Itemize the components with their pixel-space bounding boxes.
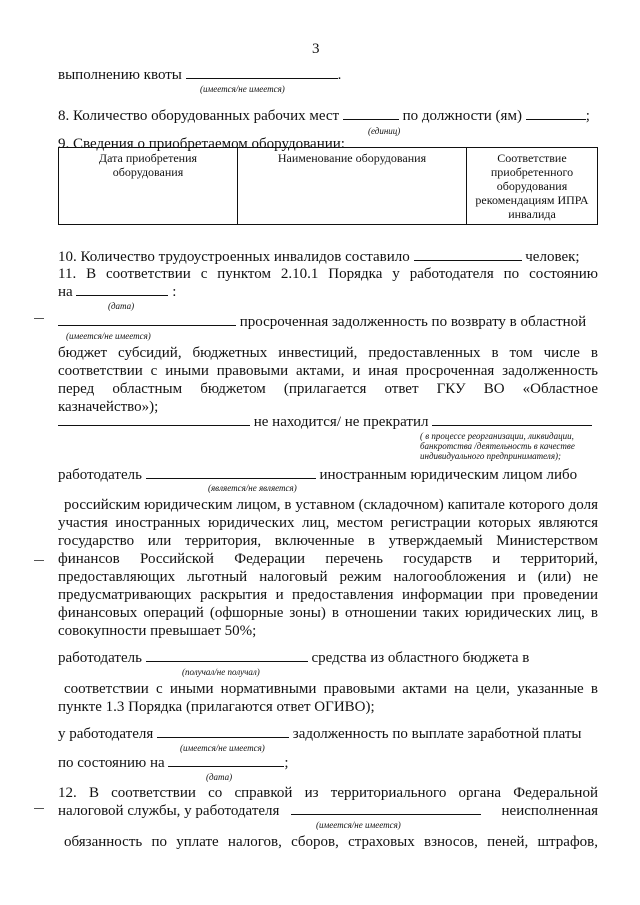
quota-blank[interactable]: [186, 66, 338, 79]
wage-text: задолженность по выплате заработной платы: [292, 726, 582, 742]
item8-mid: по должности (ям): [402, 108, 522, 124]
foreign-blank[interactable]: [146, 466, 316, 479]
quota-caption: (имеется/не имеется): [200, 84, 285, 94]
status-line: [58, 413, 592, 431]
para1-line2: соответствии с иными правовыми актами, и иная просроченная задолженность: [58, 363, 598, 379]
item11-na: на: [58, 284, 73, 300]
item10-label: 10. Количество трудоустроенных инвалидов составило: [58, 249, 410, 265]
para2-line8: совокупности превышает 50%;: [58, 623, 257, 639]
para1-line3: перед областным бюджетом (прилагается ответ ГКУ ВО «Областное: [58, 381, 598, 397]
item12-left: налоговой службы, у работодателя: [58, 803, 280, 819]
table-header-row: [59, 148, 598, 225]
header-compliance: Соответствие приобретенного оборудования рекомендациям ИПРА инвалида: [467, 148, 598, 225]
item8-label: 8. Количество оборудованных рабочих мест: [58, 108, 340, 124]
item12-line1: 12. В соответствии со справкой из территориального органа Федеральной: [58, 785, 598, 801]
foreign-text: иностранным юридическим лицом либо: [319, 467, 578, 483]
item10-line: [58, 248, 580, 266]
page-number: 3: [312, 41, 320, 57]
quota-line: [58, 66, 341, 84]
funds-text: средства из областного бюджета в: [311, 650, 530, 666]
status-blank-right[interactable]: [432, 413, 592, 426]
item12-line2: [58, 802, 598, 820]
item11-line1: 11. В соответствии с пунктом 2.10.1 Порядка у работодателя по состоянию: [58, 266, 598, 282]
state-text: по состоянию на: [58, 755, 165, 771]
state-caption: (дата): [206, 772, 233, 782]
para1-line1: бюджет субсидий, бюджетных инвестиций, предоставленных в том числе в: [58, 345, 598, 361]
margin-mark: [34, 318, 44, 319]
item11-date-line: [58, 283, 176, 301]
item8-line: [58, 107, 590, 125]
para1-line4: казначейство»);: [58, 399, 159, 415]
funds-blank[interactable]: [146, 649, 308, 662]
funds-caption: (получал/не получал): [182, 667, 260, 677]
item11-date-blank[interactable]: [76, 283, 168, 296]
debt-caption: (имеется/не имеется): [66, 331, 151, 341]
para2-line5: предоставляющих льготный налоговый режим налогообложения и (или) не: [58, 569, 598, 585]
foreign-employer: работодатель: [58, 467, 142, 483]
para2-line6: предусматривающих раскрытия и предоставления информации при проведении: [58, 587, 598, 603]
item11-colon: :: [172, 284, 177, 300]
item12-caption: (имеется/не имеется): [316, 820, 401, 830]
state-end: ;: [284, 755, 289, 771]
status-text: не находится/ не прекратил: [253, 414, 429, 430]
status-caption-1: ( в процессе реорганизации, ликвидации,: [420, 431, 574, 441]
quota-label: выполнению квоты: [58, 67, 182, 83]
wage-prefix: у работодателя: [58, 726, 154, 742]
quota-end: .: [337, 67, 342, 83]
item10-end: человек;: [525, 249, 580, 265]
state-blank[interactable]: [168, 754, 284, 767]
item12-line3: обязанность по уплате налогов, сборов, страховых взносов, пеней, штрафов,: [64, 834, 598, 850]
debt-blank[interactable]: [58, 313, 236, 326]
foreign-line: [58, 466, 577, 484]
debt-line: [58, 313, 586, 331]
wage-line: [58, 725, 581, 743]
header-date: Дата приобретения оборудования: [59, 148, 238, 225]
margin-mark: [34, 808, 44, 809]
para3-line1: соответствии с иными нормативными правовыми актами на цели, указанные в: [64, 681, 598, 697]
status-caption-2: банкротства /деятельность в качестве: [420, 441, 575, 451]
item12-blank[interactable]: [291, 802, 481, 815]
funds-employer: работодатель: [58, 650, 142, 666]
margin-mark: [34, 560, 44, 561]
foreign-caption: (является/не является): [208, 483, 297, 493]
item9-title: 9. Сведения о приобретаемом оборудовании:: [58, 136, 345, 152]
funds-line: [58, 649, 529, 667]
item11-date-caption: (дата): [108, 301, 135, 311]
item8-end: ;: [585, 108, 590, 124]
debt-text: просроченная задолженность по возврату в областной: [239, 314, 587, 330]
wage-caption: (имеется/не имеется): [180, 743, 265, 753]
state-line: [58, 754, 289, 772]
para2-line7: финансовых операций (офшорные зоны) в отношении таких юридических лиц, в: [58, 605, 598, 621]
item8-blank-count[interactable]: [343, 107, 399, 120]
item10-blank[interactable]: [414, 248, 522, 261]
equipment-table: [58, 147, 598, 225]
para3-line2: пункте 1.3 Порядка (прилагаются ответ ОГИВО);: [58, 699, 375, 715]
item8-blank-position[interactable]: [526, 107, 586, 120]
wage-blank[interactable]: [157, 725, 289, 738]
status-blank-left[interactable]: [58, 413, 250, 426]
para2-line3: государство или территория, включенные в утверждаемый Министерством: [58, 533, 598, 549]
para2-line2: участия иностранных юридических лиц, местом регистрации которых являются: [58, 515, 598, 531]
item12-right: неисполненная: [501, 803, 598, 819]
header-name: Наименование оборудования: [238, 148, 467, 225]
para2-line4: финансов Российской Федерации перечень государств и территорий,: [58, 551, 598, 567]
item8-caption: (единиц): [368, 126, 401, 136]
para2-line1: российским юридическим лицом, в уставном (складочном) капитале которого доля: [64, 497, 598, 513]
status-caption-3: индивидуального предпринимателя);: [420, 451, 562, 461]
